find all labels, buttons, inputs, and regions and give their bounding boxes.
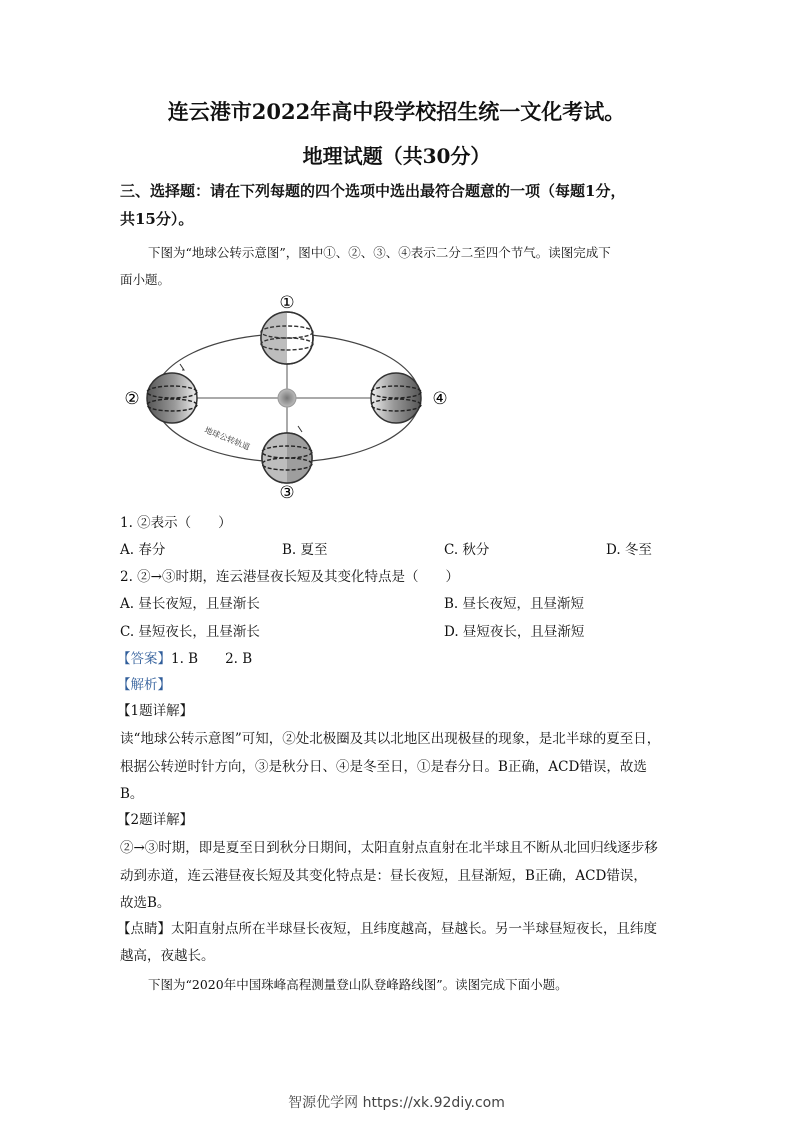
q1-option-a: A. 春分 (120, 542, 166, 558)
q1-option-c: C. 秋分 (444, 542, 490, 558)
section-heading-line2: 共15分）。 (120, 210, 194, 228)
detail2-line3: 故选B。 (120, 895, 171, 911)
label-2: ② (124, 389, 140, 409)
analysis-tag: 【解析】 (117, 677, 171, 693)
detail1-tag: 【1题详解】 (117, 703, 194, 719)
orbit-label: 地球公转轨道 (203, 425, 252, 452)
intro2: 下图为“2020年中国珠峰高程测量登山队登峰路线图”。读图完成下面小题。 (148, 977, 568, 992)
detail2-tag: 【2题详解】 (117, 812, 194, 828)
earth-3-icon (262, 433, 312, 483)
answer-tag: 【答案】 (117, 651, 171, 667)
intro-line2: 面小题。 (120, 272, 171, 287)
tip-line2: 越高，夜越长。 (120, 948, 215, 964)
earth-revolution-diagram (120, 292, 460, 504)
detail2-line2: 动到赤道，连云港昼夜长短及其变化特点是：昼长夜短，且昼渐短，B正确，ACD错误， (120, 868, 647, 884)
q1-stem: 1. ②表示（ ） (120, 515, 232, 531)
axis-arrow-icon (298, 426, 302, 432)
section-heading-line1: 三、选择题：请在下列每题的四个选项中选出最符合题意的一项（每题1分， (120, 182, 626, 200)
q2-stem: 2. ②→③时期，连云港昼夜长短及其变化特点是（ ） (120, 569, 459, 585)
earth-4-icon (371, 373, 421, 423)
intro-line1: 下图为“地球公转示意图”，图中①、②、③、④表示二分二至四个节气。读图完成下 (148, 245, 611, 260)
exam-subtitle: 地理试题（共30分） (302, 144, 491, 168)
footer-watermark: 智源优学网 https://xk.92diy.com (288, 1095, 505, 1111)
sun-icon (278, 389, 296, 407)
detail1-line2: 根据公转逆时针方向，③是秋分日、④是冬至日，①是春分日。B正确，ACD错误，故选 (120, 759, 647, 775)
q2-option-a: A. 昼长夜短，且昼渐长 (120, 596, 260, 612)
q2-option-b: B. 昼长夜短，且昼渐短 (444, 596, 585, 612)
orbit-svg (120, 292, 460, 504)
exam-title: 连云港市2022年高中段学校招生统一文化考试。 (167, 99, 626, 124)
q1-option-d: D. 冬至 (606, 542, 652, 558)
label-1: ① (279, 293, 295, 313)
earth-1-icon (261, 312, 313, 364)
answer-text: 1. B 2. B (171, 651, 253, 667)
tip-tag: 【点睛】 (117, 921, 171, 937)
answer-row (117, 647, 252, 667)
q1-option-b: B. 夏至 (282, 542, 328, 558)
q2-option-c: C. 昼短夜长，且昼渐长 (120, 624, 260, 640)
axis-arrow-icon (180, 364, 184, 370)
tip-row (117, 917, 657, 937)
label-3: ③ (279, 483, 295, 503)
label-4: ④ (432, 389, 448, 409)
detail1-line1: 读“地球公转示意图”可知，②处北极圈及其以北地区出现极昼的现象，是北半球的夏至日， (120, 731, 661, 747)
q2-option-d: D. 昼短夜长，且昼渐短 (444, 624, 585, 640)
detail2-line1: ②→③时期，即是夏至日到秋分日期间，太阳直射点直射在北半球且不断从北回归线逐步移 (120, 840, 658, 856)
tip-line1: 太阳直射点所在半球昼长夜短，且纬度越高，昼越长。另一半球昼短夜长，且纬度 (171, 921, 657, 937)
detail1-line3: B。 (120, 786, 144, 802)
earth-2-icon (147, 373, 197, 423)
